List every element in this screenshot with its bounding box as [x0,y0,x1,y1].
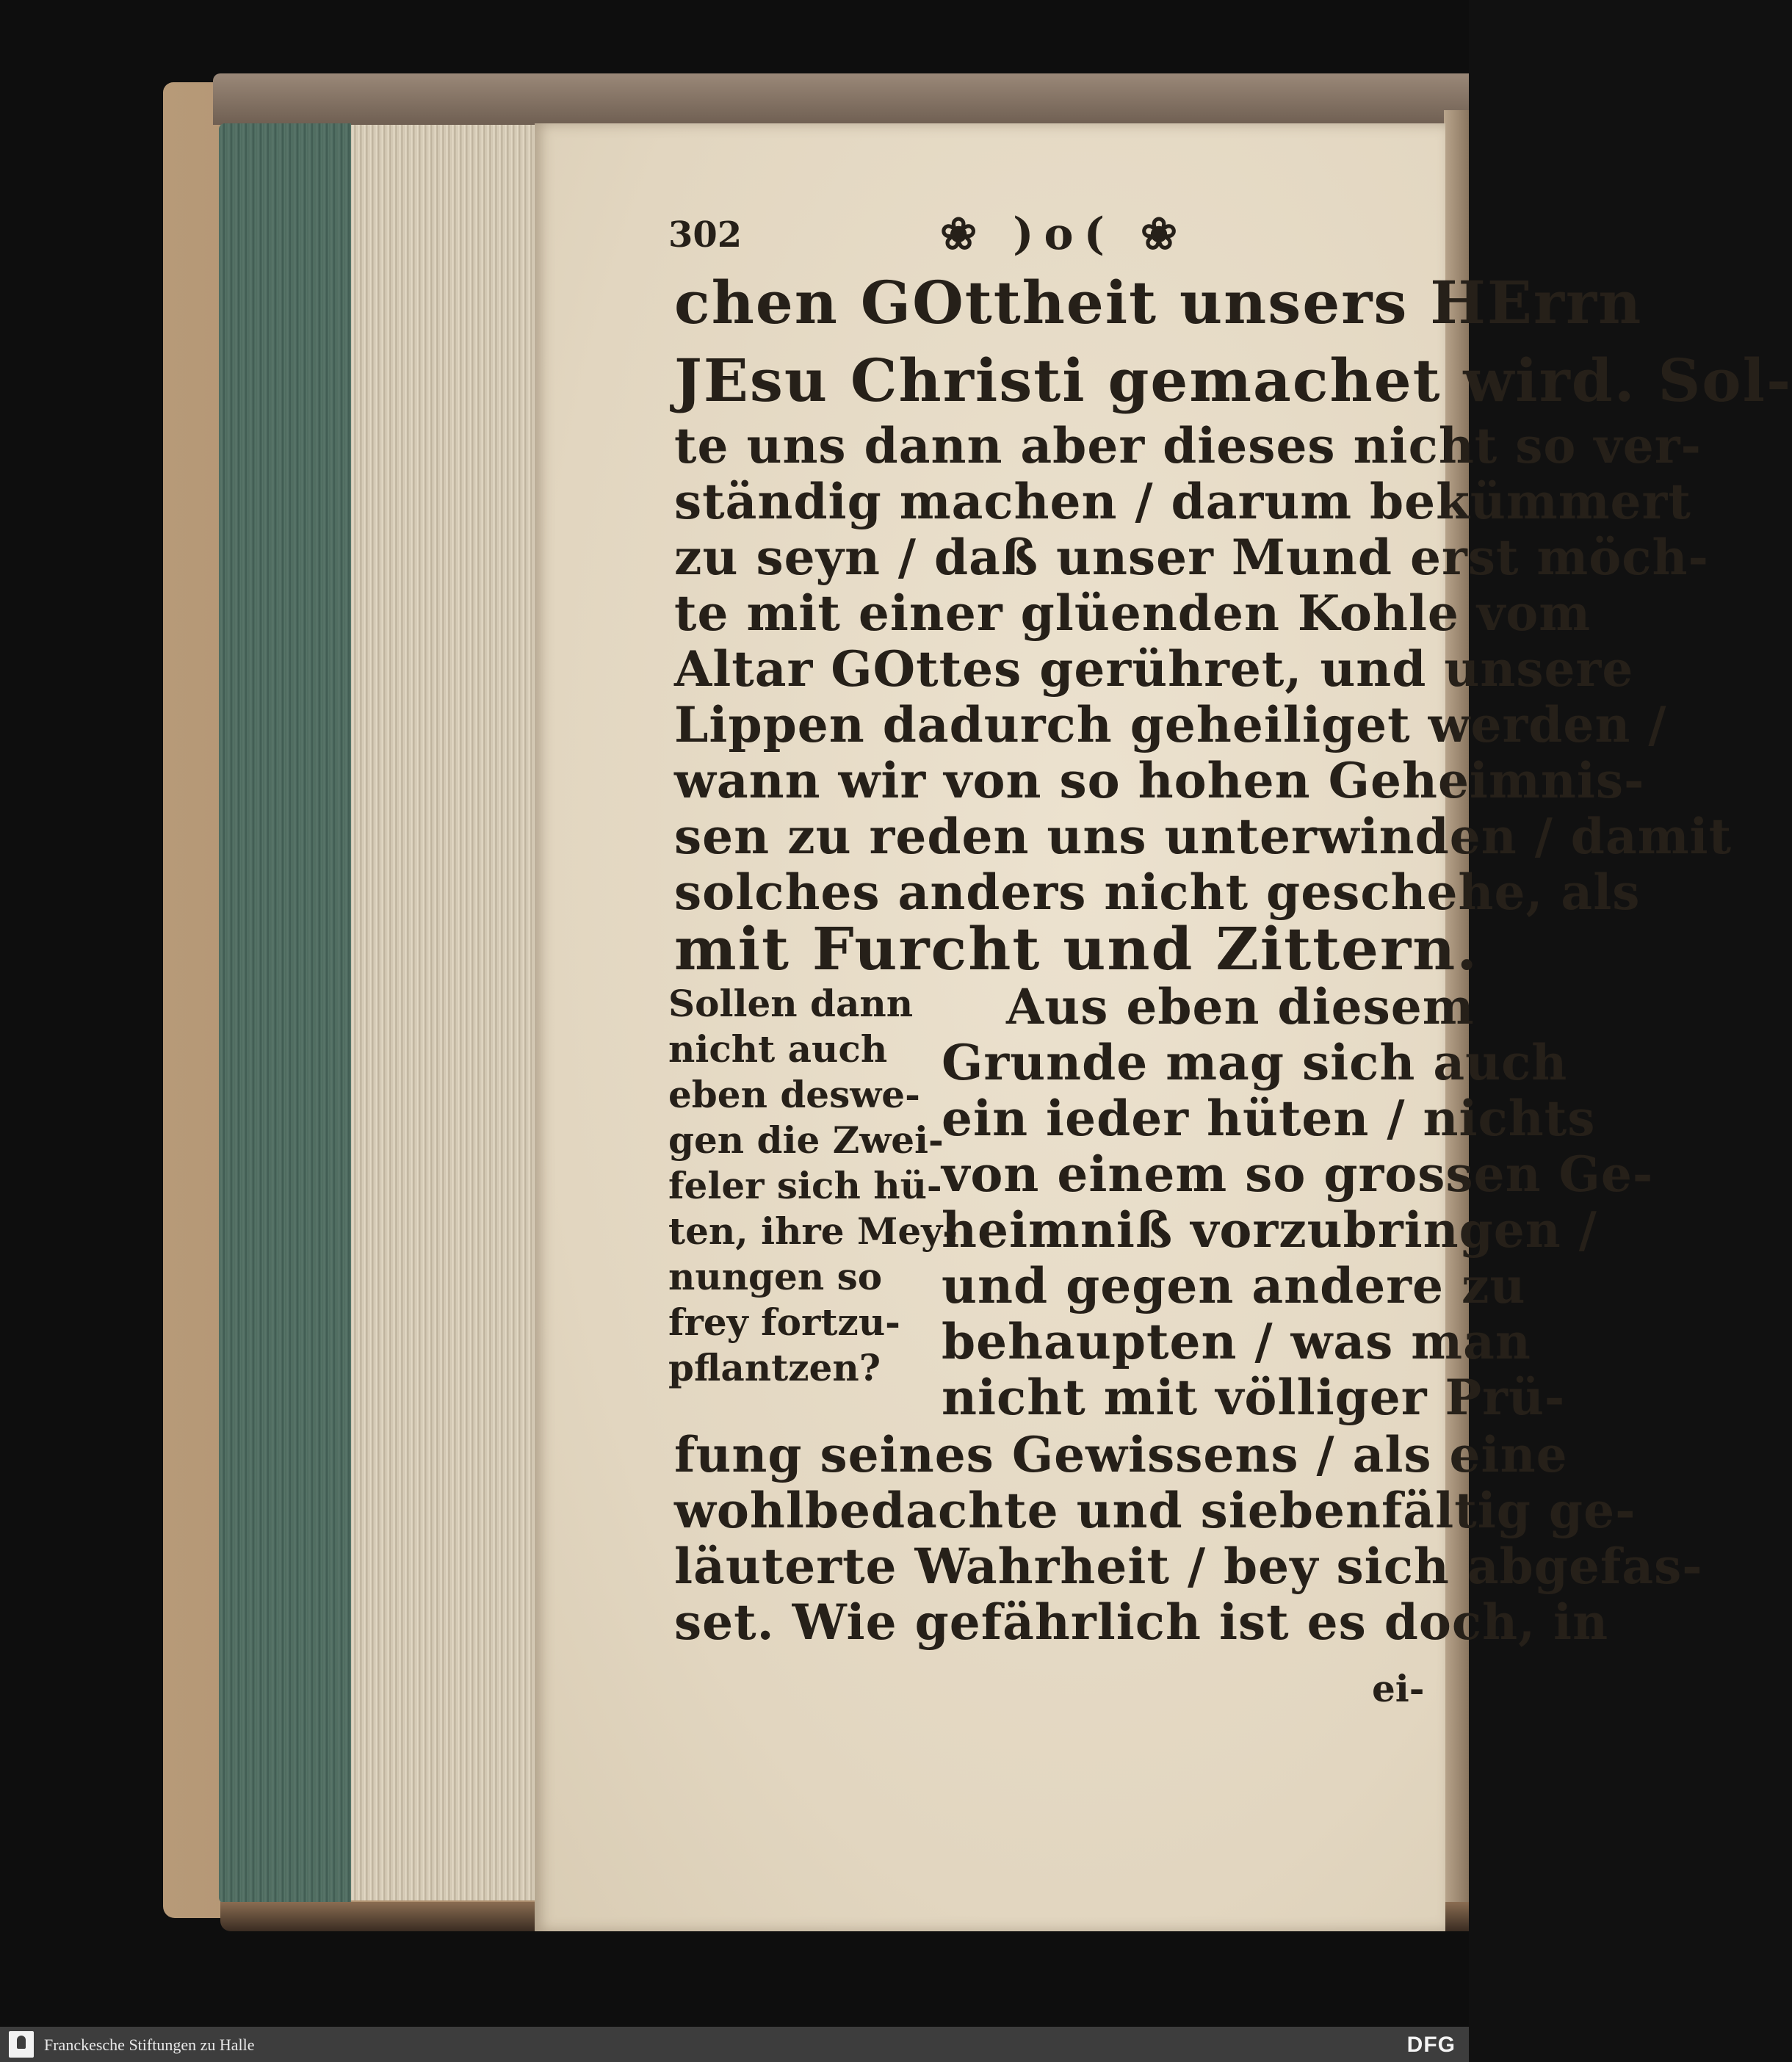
text-line: ein ieder hüten / nichts [942,1090,1596,1147]
francke-foundation-logo-icon [9,2031,34,2058]
institution-label: Franckesche Stiftungen zu Halle [44,2036,255,2054]
marginal-note-line: nicht auch [668,1027,888,1071]
text-line: behaupten / was man [942,1313,1531,1370]
text-line: und gegen andere zu [942,1257,1526,1314]
marginal-note-line: gen die Zwei- [668,1118,944,1162]
page-number: 302 [668,214,743,256]
text-line: Altar GOttes gerühret, und unsere [674,640,1634,698]
page-stack [351,125,542,1900]
book-fore-edge [219,123,351,1903]
book-cover-top-edge [213,73,1469,125]
marginal-note-line: eben deswe- [668,1073,920,1116]
text-line: chen GOttheit unsers HErrn [674,268,1643,337]
marginal-note-line: nungen so [668,1255,883,1298]
text-line: fung seines Gewissens / als eine [674,1426,1568,1483]
text-line: set. Wie gefährlich ist es doch, in [674,1593,1609,1651]
text-line: heimniß vorzubringen / [942,1201,1597,1259]
text-line: te uns dann aber dieses nicht so ver- [674,417,1702,474]
marginal-note-line: feler sich hü- [668,1164,942,1207]
viewer-footer [0,2027,1469,2062]
text-line: te mit einer glüenden Kohle vom [674,585,1592,642]
text-line: Lippen dadurch geheiliget werden / [674,696,1667,753]
text-line: JEsu Christi gemachet wird. Sol- [674,346,1792,415]
text-line: wann wir von so hohen Geheimnis- [674,752,1645,809]
catchword: ei- [1372,1667,1425,1710]
marginal-note-line: ten, ihre Mey- [668,1209,958,1253]
text-line: nicht mit völliger Prü- [942,1369,1566,1426]
text-line: Grunde mag sich auch [942,1034,1568,1091]
text-line: läuterte Wahrheit / bey sich abgefas- [674,1538,1703,1595]
text-line: zu seyn / daß unser Mund erst möch- [674,529,1709,586]
marginal-note-line: frey fortzu- [668,1300,900,1344]
marginal-note-line: Sollen dann [668,982,914,1025]
text-line: wohlbedachte und siebenfältig ge- [674,1482,1636,1539]
marginal-note-line: pflantzen? [668,1346,881,1389]
header-ornament: ❀ )o( ❀ [940,209,1188,260]
text-line: Aus eben diesem [1006,978,1475,1035]
text-line: mit Furcht und Zittern. [674,914,1479,983]
text-line: von einem so grossen Ge- [942,1146,1654,1203]
dfg-logo: DFG [1406,2033,1456,2057]
text-line: solches anders nicht geschehe, als [674,864,1641,921]
text-line: ständig machen / darum bekümmert [674,473,1691,530]
text-line: sen zu reden uns unterwinden / damit [674,808,1733,865]
